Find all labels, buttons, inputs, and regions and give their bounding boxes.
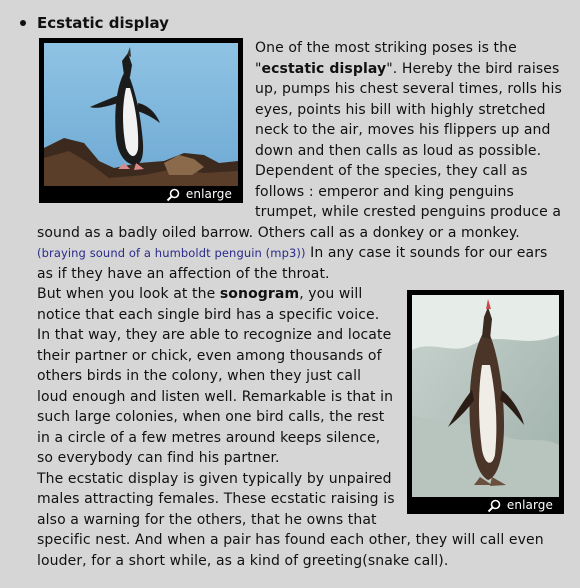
- penguin-photo-1: [44, 43, 238, 186]
- enlarge-label: enlarge: [185, 187, 232, 202]
- text-span: One of the most striking poses is the ": [255, 40, 517, 77]
- text-span: ". Hereby the bird raises up, pumps his chest several times, rolls his eyes, points his bill with highly stretched neck to the air, moves his flippers up and down and then calls as loud as possible. Dependent of the species, they call as follows : emperor and king penguins trumpet, while crested penguins produce a sound as a badly oiled barrow. Others call as a donkey or a monkey.: [37, 60, 562, 241]
- calling-penguin-photo[interactable]: [407, 290, 564, 514]
- bold-term: ecstatic display: [261, 60, 387, 77]
- enlarge-link[interactable]: [44, 186, 238, 203]
- ecstatic-display-photo[interactable]: [39, 38, 243, 203]
- text-span: The ecstatic display is given typically by unpaired males attracting females. These ecstatic raising is also a warning for the others, that he owns that specific nest. And when a pair has found each other, they will call even louder, for a short while, as a kind of greeting(snake call).: [37, 470, 544, 569]
- penguin-photo-2: [412, 295, 559, 497]
- magnifier-icon: [487, 499, 501, 513]
- magnifier-icon: [166, 188, 180, 202]
- section-heading: [20, 14, 566, 32]
- enlarge-link[interactable]: [412, 497, 559, 514]
- text-span: , you will notice that each single bird has a specific voice. In that way, they are able to recognize and locate their partner or chick, even among thousands of others birds in the colony, when they just call loud enough and listen well. Remarkable is that in such large colonies, when one bird calls, the rest in a circle of a few metres around keeps silence, so everybody can find his partner.: [37, 286, 394, 466]
- bold-term: sonogram: [219, 286, 300, 302]
- audio-link[interactable]: (braying sound of a humboldt penguin (mp3)): [37, 246, 306, 260]
- article-body: [37, 38, 566, 571]
- enlarge-label: enlarge: [506, 498, 553, 513]
- text-span: In any case it sounds for our ears as if they have an affection of the throat.: [37, 245, 548, 282]
- section-title: Ecstatic display: [37, 14, 169, 32]
- bullet-icon: [20, 20, 26, 26]
- text-span: But when you look at the: [37, 286, 220, 302]
